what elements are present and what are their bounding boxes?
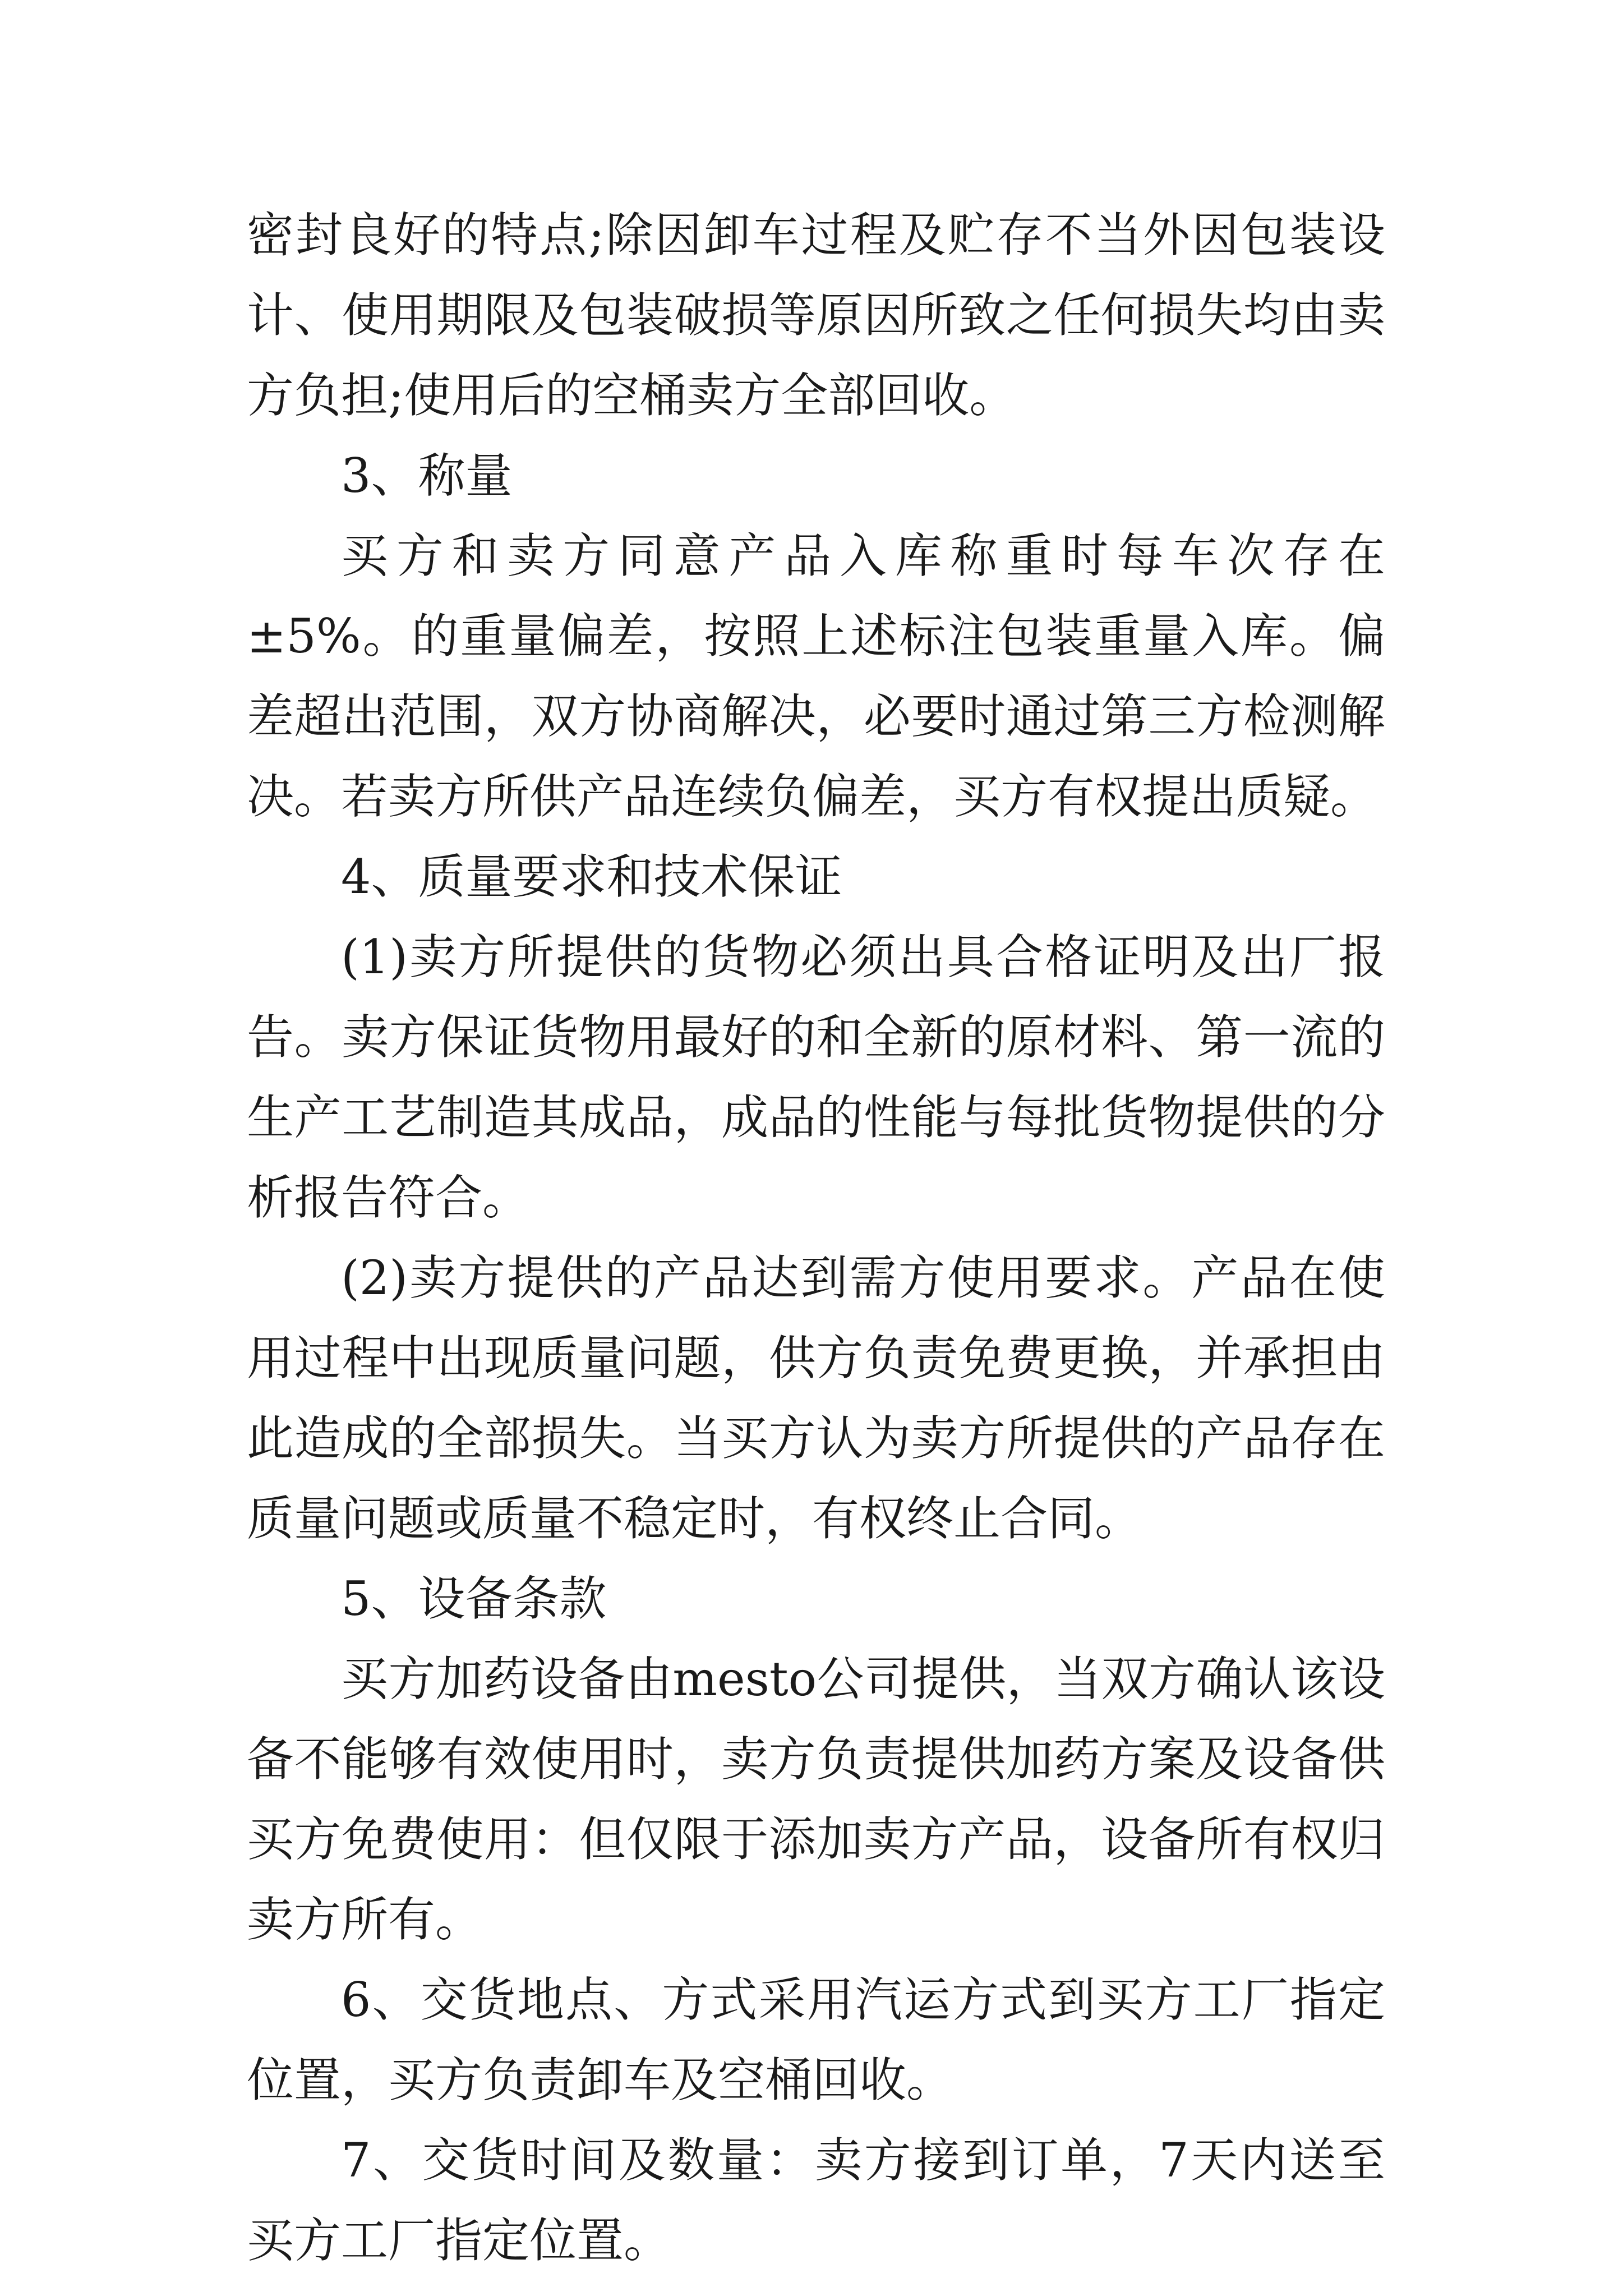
- paragraph-packaging-continued: 密封良好的特点;除因卸车过程及贮存不当外因包装设计、使用期限及包装破损等原因所致之任何损失均由卖方负担;使用后的空桶卖方全部回收。: [247, 208, 1385, 423]
- paragraph-weighing: 买方和卖方同意产品入库称重时每车次存在±5%。的重量偏差，按照上述标注包装重量入库。偏差超出范围，双方协商解决，必要时通过第三方检测解决。若卖方所供产品连续负偏差，买方有权提出质疑。: [247, 528, 1385, 824]
- paragraph-delivery-place: 6、交货地点、方式采用汽运方式到买方工厂指定位置，买方负责卸车及空桶回收。: [247, 1972, 1385, 2108]
- heading-equipment: 5、设备条款: [341, 1571, 607, 1626]
- paragraph-equipment: 买方加药设备由mesto公司提供，当双方确认该设备不能够有效使用时，卖方负责提供加药方案及设备供买方免费使用：但仅限于添加卖方产品，设备所有权归卖方所有。: [247, 1651, 1385, 1947]
- heading-quality: 4、质量要求和技术保证: [341, 849, 842, 904]
- paragraph-quality-1: (1)卖方所提供的货物必须出具合格证明及出厂报告。卖方保证货物用最好的和全新的原材料、第一流的生产工艺制造其成品，成品的性能与每批货物提供的分析报告符合。: [247, 930, 1385, 1225]
- heading-weighing: 3、称量: [341, 448, 513, 503]
- paragraph-delivery-time: 7、交货时间及数量：卖方接到订单，7天内送至买方工厂指定位置。: [247, 2133, 1385, 2268]
- paragraph-quality-2: (2)卖方提供的产品达到需方使用要求。产品在使用过程中出现质量问题，供方负责免费更换，并承担由此造成的全部损失。当买方认为卖方所提供的产品存在质量问题或质量不稳定时，有权终止合同。: [247, 1250, 1385, 1546]
- document-body: [247, 195, 1385, 2281]
